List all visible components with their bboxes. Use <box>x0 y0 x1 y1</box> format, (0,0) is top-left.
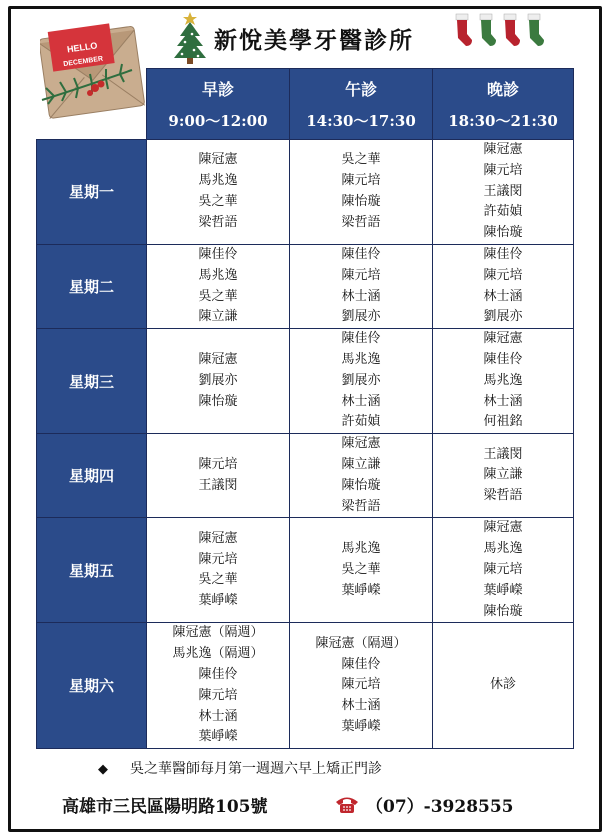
doctor-name: 陳元培 <box>198 687 238 703</box>
doctor-name: 陳冠憲 <box>341 436 381 452</box>
schedule-cell <box>147 329 290 434</box>
column-time: 9:00～12:00 <box>168 112 268 130</box>
doctor-name: 陳元培 <box>341 677 381 693</box>
doctor-name: 陳元培 <box>483 561 523 577</box>
schedule-row <box>37 329 574 434</box>
schedule-cell <box>433 329 574 434</box>
doctor-name: 林士涵 <box>198 708 238 724</box>
doctor-name: 許茹媜 <box>483 204 523 220</box>
doctor-name: 陳元培 <box>483 162 523 178</box>
schedule-cell <box>147 518 290 623</box>
doctor-name: 陳佳伶 <box>483 351 523 367</box>
doctor-name: 馬兆逸（隔週） <box>172 646 264 662</box>
doctor-name: 吳之華 <box>341 561 381 577</box>
table-corner <box>37 69 147 140</box>
day-label: 星期一 <box>37 140 147 245</box>
doctor-name: 王議閔 <box>483 446 523 462</box>
doctor-name: 陳怡璇 <box>483 225 523 241</box>
doctor-name: 陳佳伶 <box>483 246 523 262</box>
schedule-cell <box>433 140 574 245</box>
schedule-cell <box>290 434 433 518</box>
doctor-name: 林士涵 <box>341 698 381 714</box>
doctor-name: 葉崢嶸 <box>198 593 238 609</box>
day-label: 星期六 <box>37 623 147 749</box>
doctor-name: 王議閔 <box>483 183 523 199</box>
doctor-name: 林士涵 <box>483 393 523 409</box>
christmas-tree-icon <box>172 10 208 66</box>
doctor-name: 陳怡璇 <box>198 393 238 409</box>
doctor-name: 何祖銘 <box>483 414 523 430</box>
schedule-row <box>37 140 574 245</box>
column-afternoon <box>290 69 433 140</box>
day-label: 星期二 <box>37 244 147 328</box>
schedule-cell <box>433 518 574 623</box>
doctor-name: 陳立謙 <box>198 309 238 325</box>
doctor-name: 陳元培 <box>483 267 523 283</box>
doctor-name: 馬兆逸 <box>198 173 238 189</box>
doctor-name: 吳之華 <box>341 152 381 168</box>
doctor-name: 陳元培 <box>341 173 381 189</box>
doctor-name: 馬兆逸 <box>483 541 523 557</box>
doctor-name: 陳冠憲 <box>483 520 523 536</box>
doctor-name: 劉展亦 <box>341 309 381 325</box>
svg-text:HELLO: HELLO <box>66 40 98 55</box>
doctor-name: 林士涵 <box>483 288 523 304</box>
schedule-table <box>36 68 574 749</box>
schedule-row <box>37 244 574 328</box>
doctor-name: 梁哲語 <box>341 498 381 514</box>
schedule-cell <box>290 244 433 328</box>
doctor-name: 吳之華 <box>198 193 238 209</box>
doctor-name: 陳冠憲 <box>198 530 238 546</box>
schedule-cell <box>147 434 290 518</box>
doctor-name: 梁哲語 <box>341 214 381 230</box>
column-label: 晚診 <box>486 80 519 99</box>
doctor-name: 林士涵 <box>341 393 381 409</box>
schedule-cell <box>147 623 290 749</box>
doctor-name: 陳冠憲 <box>483 331 523 347</box>
doctor-name: 陳佳伶 <box>198 666 238 682</box>
schedule-cell <box>290 518 433 623</box>
clinic-title: 新悅美學牙醫診所 <box>214 27 414 54</box>
doctor-name: 陳元培 <box>198 456 238 472</box>
doctor-name: 陳怡璇 <box>341 193 381 209</box>
schedule-row <box>37 623 574 749</box>
doctor-name: 王議閔 <box>198 477 238 493</box>
doctor-name: 陳冠憲 <box>198 152 238 168</box>
phone-icon <box>334 794 360 814</box>
doctor-name: 劉展亦 <box>341 372 381 388</box>
schedule-cell <box>290 329 433 434</box>
schedule-row <box>37 434 574 518</box>
doctor-name: 馬兆逸 <box>483 372 523 388</box>
doctor-name: 馬兆逸 <box>341 541 381 557</box>
doctor-name: 陳冠憲 <box>483 142 523 157</box>
doctor-name: 梁哲語 <box>198 214 238 230</box>
column-label: 早診 <box>201 80 234 99</box>
column-morning <box>147 69 290 140</box>
doctor-name: 馬兆逸 <box>341 351 381 367</box>
doctor-name: 馬兆逸 <box>198 267 238 283</box>
doctor-name: 葉崢嶸 <box>198 729 238 745</box>
doctor-name: 陳立謙 <box>341 456 381 472</box>
doctor-name: 梁哲語 <box>483 488 523 504</box>
doctor-name: 林士涵 <box>341 288 381 304</box>
schedule-cell <box>433 434 574 518</box>
table-header-row <box>37 69 574 140</box>
doctor-name: 休診 <box>489 677 516 693</box>
schedule-cell <box>433 623 574 749</box>
clinic-address: 高雄市三民區陽明路105號 <box>62 797 268 817</box>
diamond-bullet-icon: ◆ <box>98 762 108 777</box>
doctor-name: 陳元培 <box>341 267 381 283</box>
doctor-name: 陳佳伶 <box>341 331 381 347</box>
column-label: 午診 <box>344 80 377 99</box>
doctor-name: 葉崢嶸 <box>341 718 381 734</box>
doctor-name: 葉崢嶸 <box>341 582 381 598</box>
doctor-name: 陳冠憲（隔週） <box>315 635 407 651</box>
stockings-icon <box>452 10 548 50</box>
svg-text:DECEMBER: DECEMBER <box>62 55 104 69</box>
column-time: 18:30～21:30 <box>448 112 558 130</box>
day-label: 星期五 <box>37 518 147 623</box>
doctor-name: 劉展亦 <box>483 309 523 325</box>
footer-note <box>98 758 382 778</box>
doctor-name: 吳之華 <box>198 572 238 588</box>
doctor-name: 許茹媜 <box>341 414 381 430</box>
doctor-name: 陳佳伶 <box>341 656 381 672</box>
doctor-name: 陳佳伶 <box>341 246 381 262</box>
doctor-name: 葉崢嶸 <box>483 582 523 598</box>
day-label: 星期四 <box>37 434 147 518</box>
doctor-name: 陳怡璇 <box>483 603 523 619</box>
doctor-name: 陳佳伶 <box>198 246 238 262</box>
doctor-name: 陳怡璇 <box>341 477 381 493</box>
doctor-name: 陳冠憲 <box>198 351 238 367</box>
column-time: 14:30～17:30 <box>306 112 416 130</box>
day-label: 星期三 <box>37 329 147 434</box>
note-text: 吳之華醫師每月第一週週六早上矯正門診 <box>130 761 382 777</box>
doctor-name: 吳之華 <box>198 288 238 304</box>
doctor-name: 陳元培 <box>198 551 238 567</box>
doctor-name: 劉展亦 <box>198 372 238 388</box>
doctor-name: 陳立謙 <box>483 467 523 483</box>
schedule-cell <box>290 140 433 245</box>
schedule-row <box>37 518 574 623</box>
schedule-cell <box>290 623 433 749</box>
doctor-name: 陳冠憲（隔週） <box>172 625 264 641</box>
schedule-cell <box>433 244 574 328</box>
schedule-cell <box>147 140 290 245</box>
schedule-cell <box>147 244 290 328</box>
column-evening <box>433 69 574 140</box>
clinic-phone: （07）-3928555 <box>366 797 514 817</box>
